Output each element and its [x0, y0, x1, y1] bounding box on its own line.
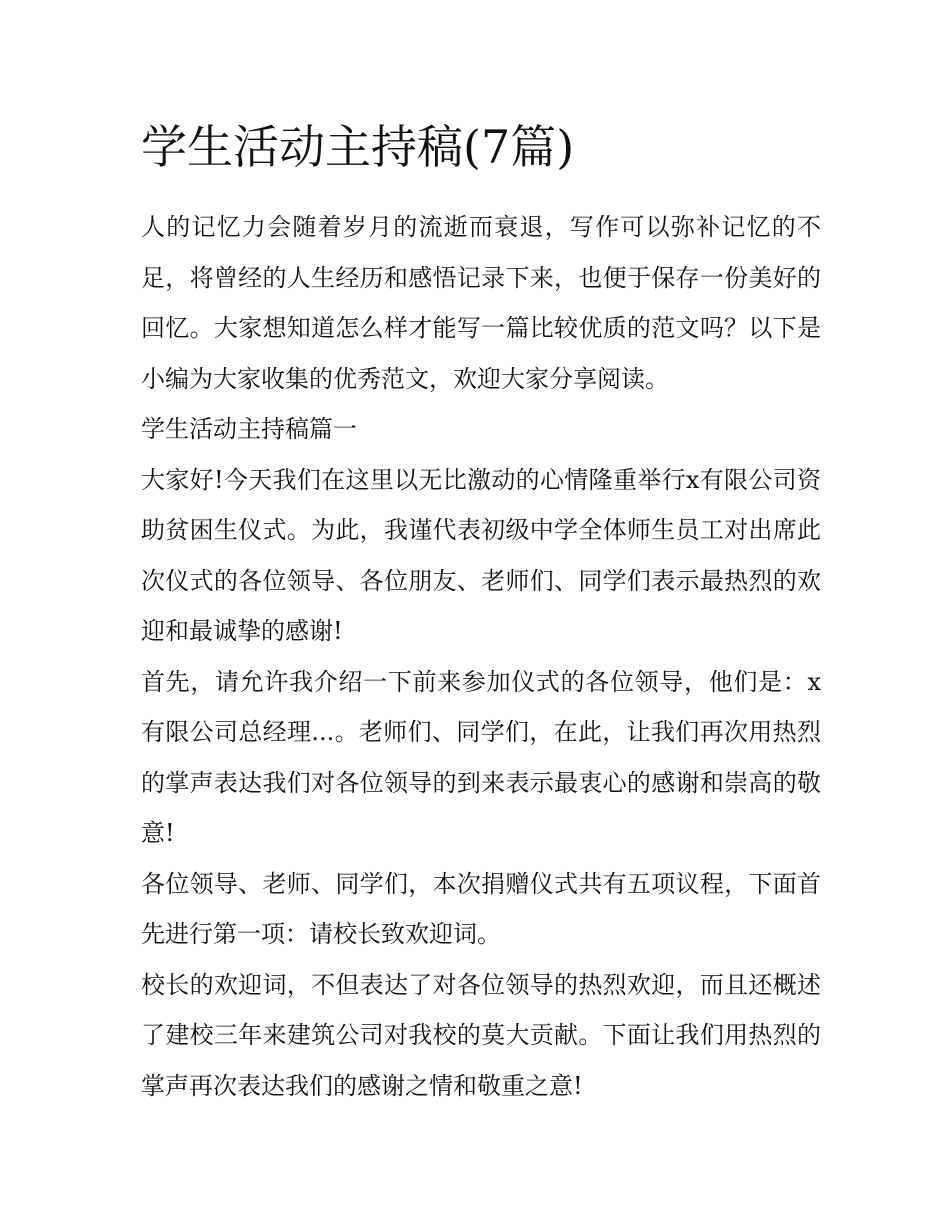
document-body: [141, 112, 821, 1111]
body-paragraph-1: 大家好!今天我们在这里以无比激动的心情隆重举行x有限公司资助贫困生仪式。为此，我谨代表初级中学全体师生员工对出席此次仪式的各位领导、各位朋友、老师们、同学们表示最热烈的欢迎和最诚挚的感谢!: [141, 465, 821, 645]
intro-paragraph: 人的记忆力会随着岁月的流逝而衰退，写作可以弥补记忆的不足，将曾经的人生经历和感悟记录下来，也便于保存一份美好的回忆。大家想知道怎么样才能写一篇比较优质的范文吗？以下是小编为大家收集的优秀范文，欢迎大家分享阅读。: [141, 213, 821, 393]
body-paragraph-3: 各位领导、老师、同学们，本次捐赠仪式共有五项议程，下面首先进行第一项：请校长致欢迎词。: [141, 869, 821, 948]
body-paragraph-2: 首先，请允许我介绍一下前来参加仪式的各位领导，他们是：x有限公司总经理...。老师们、同学们，在此，让我们再次用热烈的掌声表达我们对各位领导的到来表示最衷心的感谢和崇高的敬意!: [141, 667, 821, 847]
body-paragraph-4: 校长的欢迎词，不但表达了对各位领导的热烈欢迎，而且还概述了建校三年来建筑公司对我校的莫大贡献。下面让我们用热烈的掌声再次表达我们的感谢之情和敬重之意!: [141, 970, 821, 1100]
page-title: 学生活动主持稿(7篇): [141, 120, 575, 174]
section-heading: 学生活动主持稿篇一: [141, 415, 357, 443]
